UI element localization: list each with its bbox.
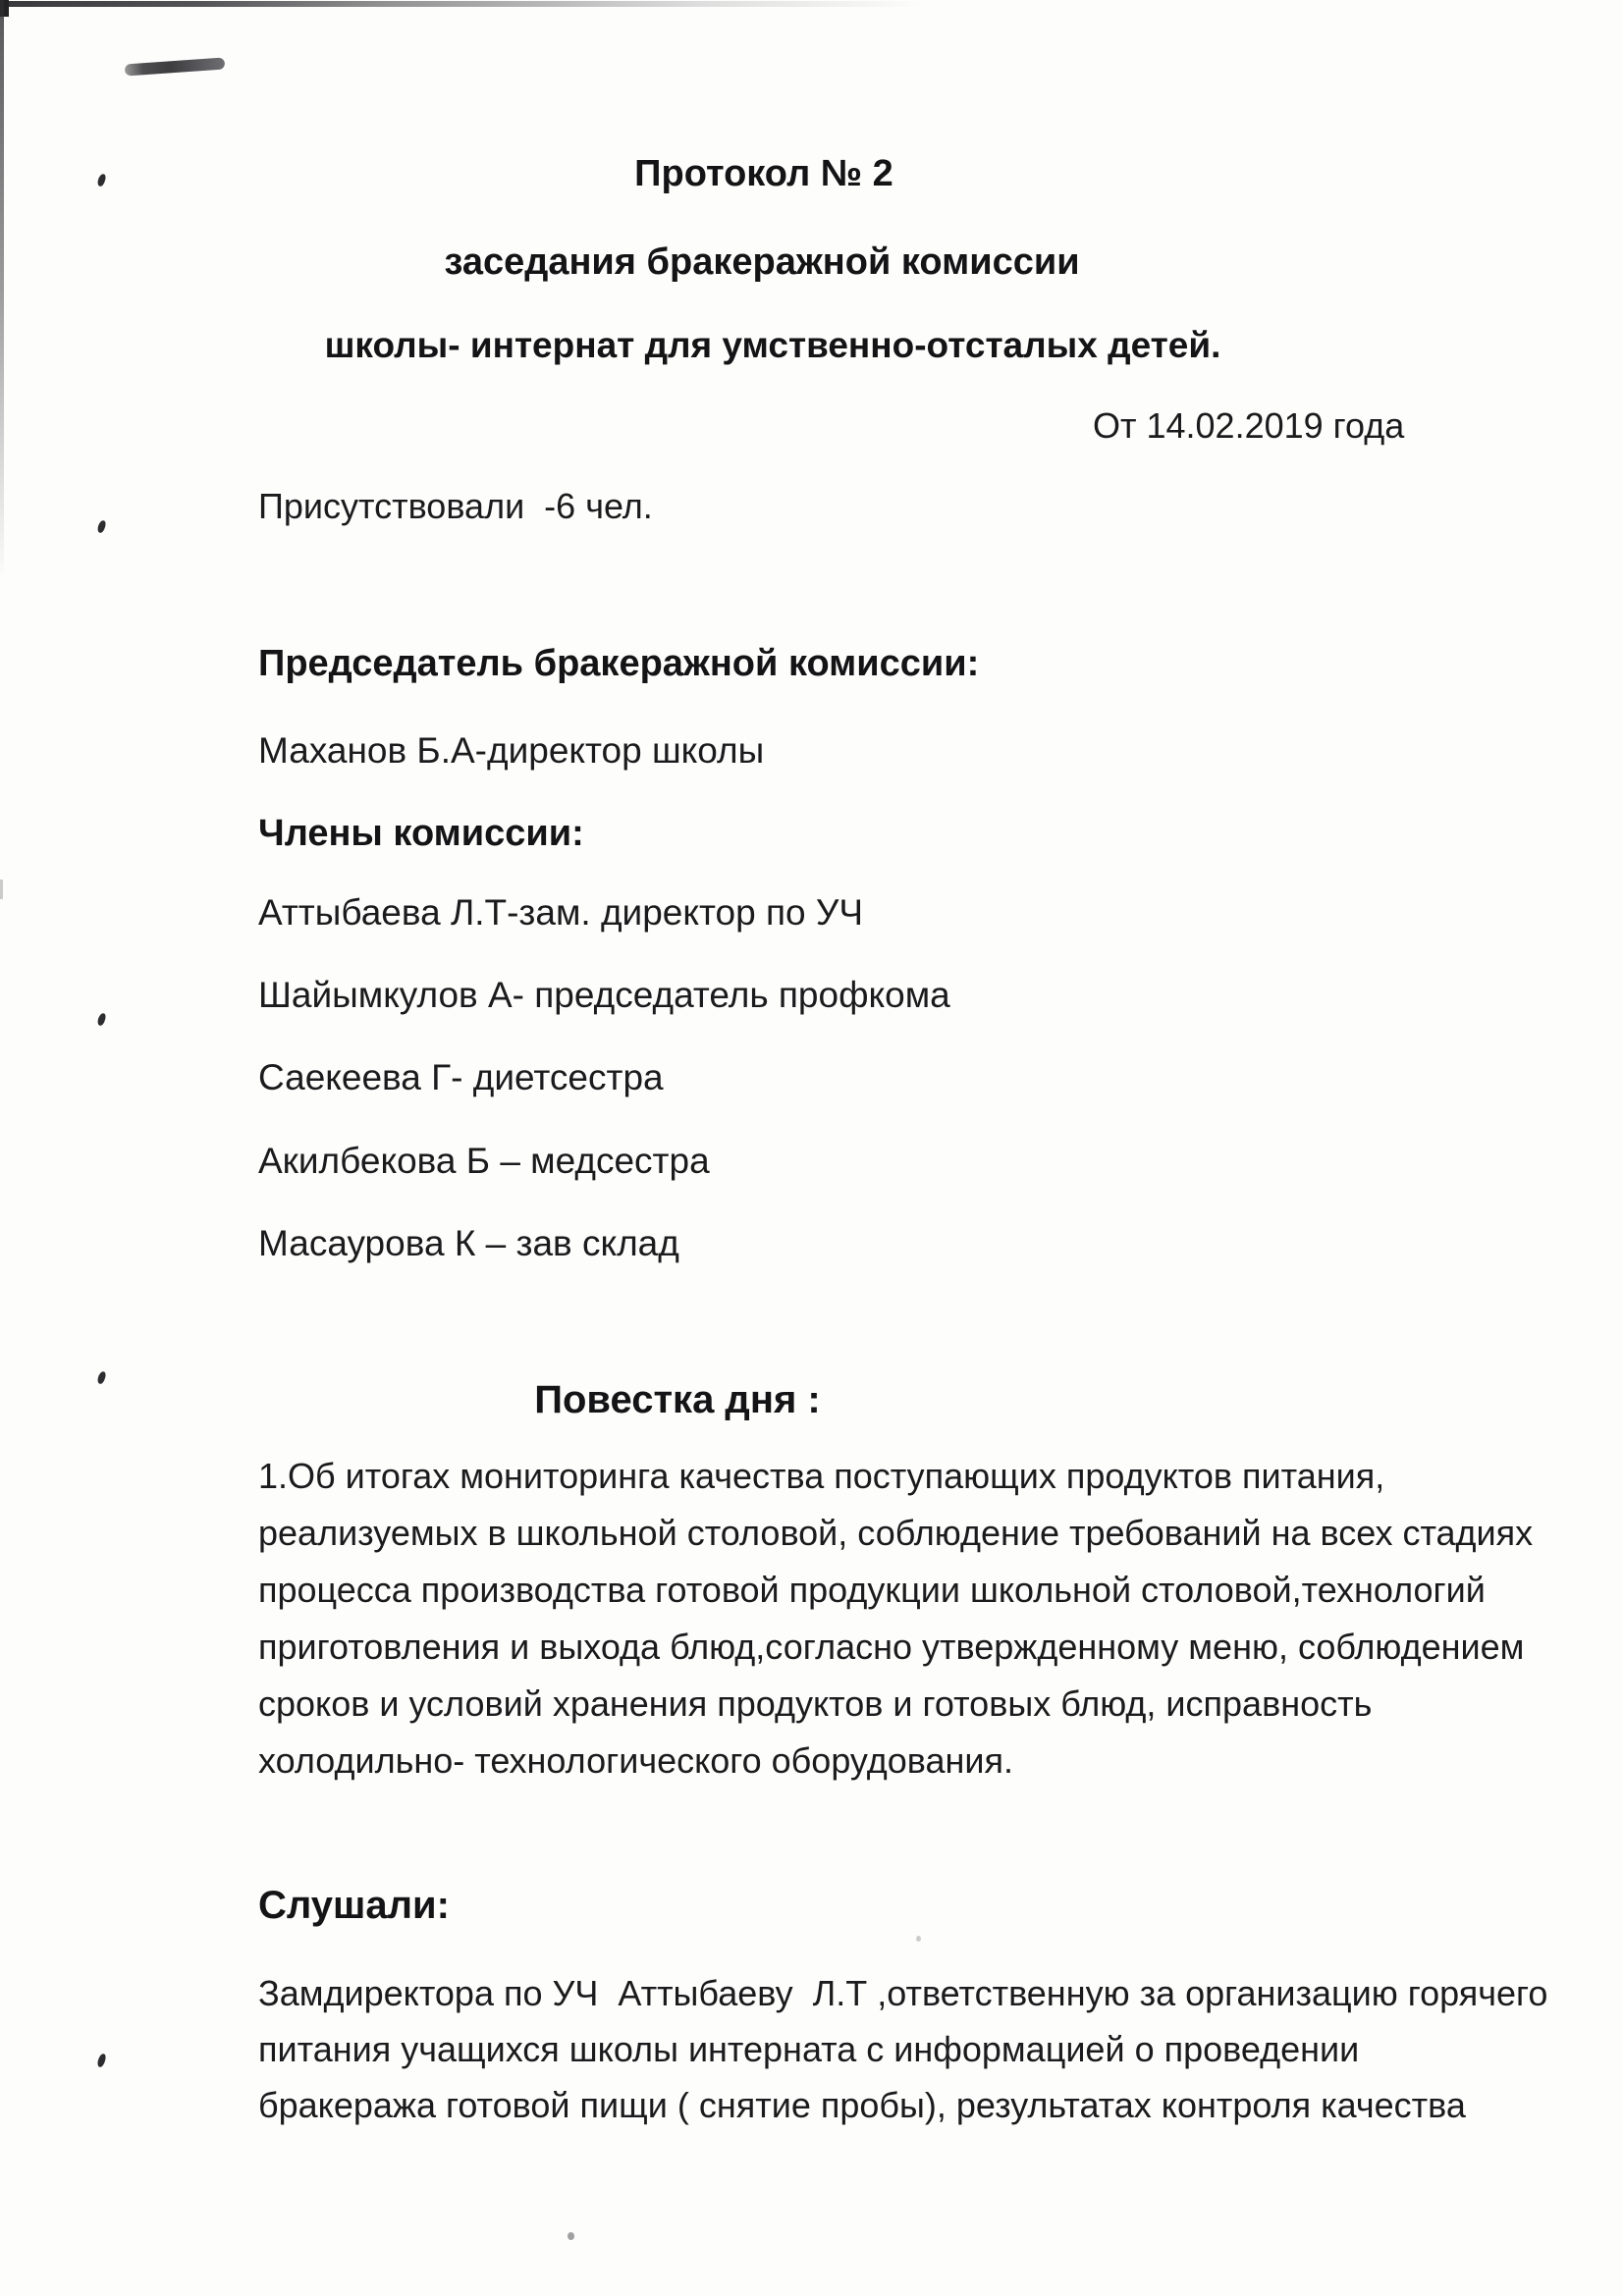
pen-dash-mark — [125, 57, 226, 76]
member-line: Масаурова К – зав склад — [258, 1223, 679, 1263]
heard-text-line: бракеража готовой пищи ( снятие пробы), результатах контроля качества — [258, 2085, 1466, 2125]
member-line: Шайымкулов А- председатель профкома — [258, 975, 950, 1015]
agenda-text-line: приготовления и выхода блюд,согласно утвержденному меню, соблюдением — [258, 1627, 1525, 1667]
heard-heading: Слушали: — [258, 1884, 450, 1927]
scan-dot — [568, 2232, 574, 2240]
members-heading: Члены комиссии: — [258, 813, 584, 854]
margin-speck — [97, 519, 107, 533]
scan-top-edge-line — [0, 1, 923, 7]
agenda-text-line: процесса производства готовой продукции школьной столовой,технологий — [258, 1570, 1486, 1610]
agenda-text-line: 1.Об итогах мониторинга качества поступающих продуктов питания, — [258, 1456, 1385, 1496]
member-line: Акилбекова Б – медсестра — [258, 1141, 710, 1181]
document-title-line: заседания бракеражной комиссии — [444, 241, 1080, 283]
chairman-heading: Председатель бракеражной комиссии: — [258, 643, 980, 684]
document-title-line: Протокол № 2 — [634, 153, 893, 194]
heard-text-line: питания учащихся школы интерната с информацией о проведении — [258, 2029, 1360, 2069]
chairman-name: Маханов Б.А-директор школы — [258, 730, 765, 771]
member-line: Саекеева Г- диетсестра — [258, 1057, 664, 1097]
heard-text-line: Замдиректора по УЧ Аттыбаеву Л.Т ,ответственную за организацию горячего — [258, 1973, 1548, 2013]
agenda-text-line: реализуемых в школьной столовой, соблюдение требований на всех стадиях — [258, 1513, 1534, 1553]
document-date: От 14.02.2019 года — [1093, 405, 1405, 446]
agenda-text-line: сроков и условий хранения продуктов и готовых блюд, исправность — [258, 1683, 1373, 1724]
attendance-line: Присутствовали -6 чел. — [258, 486, 653, 526]
agenda-heading: Повестка дня : — [534, 1378, 821, 1421]
margin-speck — [96, 2053, 106, 2067]
document-title-line: школы- интернат для умственно-отсталых детей. — [324, 325, 1221, 365]
margin-speck — [97, 1370, 107, 1384]
margin-speck — [97, 173, 107, 187]
scan-left-edge-line — [0, 0, 4, 579]
agenda-text-line: холодильно- технологического оборудования. — [258, 1740, 1013, 1781]
scan-left-edge-fragment — [0, 880, 3, 899]
margin-speck — [97, 1012, 107, 1026]
member-line: Аттыбаева Л.Т-зам. директор по УЧ — [258, 892, 864, 933]
scan-dot — [916, 1936, 921, 1942]
